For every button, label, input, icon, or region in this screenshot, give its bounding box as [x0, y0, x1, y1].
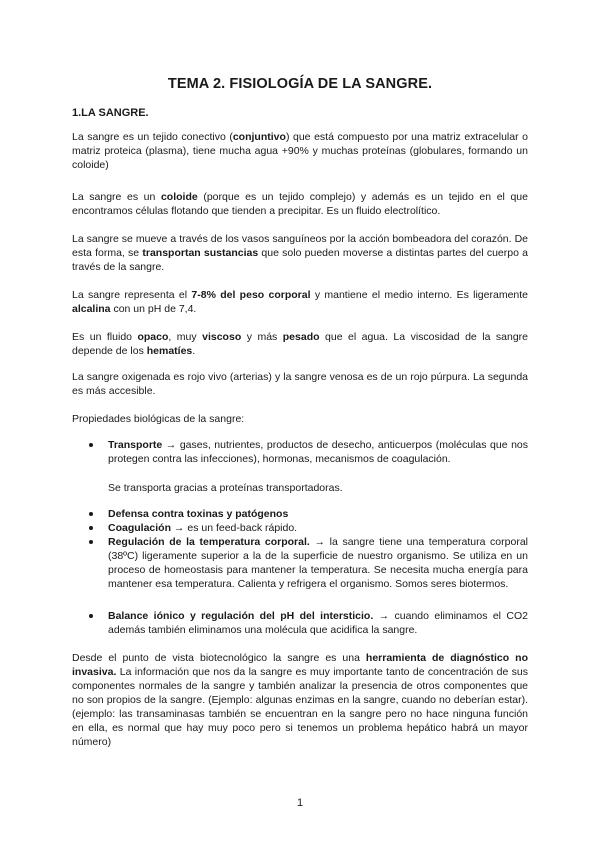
page-title: TEMA 2. FISIOLOGÍA DE LA SANGRE.: [167, 76, 433, 92]
document-page: TEMA 2. FISIOLOGÍA DE LA SANGRE. 1.LA SANGRE. La sangre es un tejido conectivo (conjuntivo) que está compuesto por una matriz extracelular o matriz proteica (plasma), tiene mucha agua +90% y muchas proteínas (globulares, formando un coloide) La sangre es un coloide (porque es un tejido complejo) y además es un tejido en el que encontramos células flotando que tienden a precipitar. Es un fluido electrolítico. La sangre se mueve a través de los vasos sanguíneos por la acción bombeadora del corazón. De esta forma, se transportan sustancias que solo pueden moverse a distintas partes del cuerpo a través de la sangre. La sangre representa el 7-8% del peso corporal y mantiene el medio interno. Es ligeramente alcalina con un pH de 7,4. Es un fluido opaco, muy viscoso y más pesado que el agua. La viscosidad de la sangre depende de los hematíes. La sangre oxigenada es rojo vivo (arterias) y la sangre venosa es de un rojo púrpura. La segunda es más accesible. Propiedades biológicas de la sangre: Transporte → gases, nutrientes, productos de desecho, anticuerpos (moléculas que nos protegen contra las infecciones), hormonas, mecanismos de coagulación. Se transporta gracias a proteínas transportadoras. Defensa contra toxinas y patógenos Coagulación → es un feed-back rápido. Regulación de la temperatura corporal. → la sangre tiene una temperatura corporal (38ºC) ligeramente superior a la de la superficie de nuestro organismo. Se utiliza en un proceso de homeostasis para mantener la temperatura. Se necesita mucha energía para mantener esa temperatura. Calienta y refrigera el organismo. Somos seres biotermos. Balance iónico y regulación del pH del intersticio. → cuando eliminamos el CO2 además también eliminamos una molécula que acidifica la sangre. Desde el punto de vista biotecnológico la sangre es una herramienta de diagnóstico no invasiva. La información que nos da la sangre es muy importante tanto de concentración de sus componentes normales de la sangre y también analizar la presencia de otros componentes que no son propios de la sangre. (Ejemplo: algunas enzimas en la sangre, cuando no deberían estar). (ejemplo: las transaminasas también se encuentran en la sangre pero no hace ninguna función en ella, es normal que hay muy poco pero si tenemos un problema hepático habrá un mayor número) 1: [72, 76, 529, 809]
paragraph-6: La sangre oxigenada es rojo vivo (arterias) y la sangre venosa es de un rojo púrpura. La segunda es más accesible.: [72, 371, 528, 397]
paragraph-7: Propiedades biológicas de la sangre:: [72, 413, 245, 425]
paragraph-4: La sangre representa el 7-8% del peso corporal y mantiene el medio interno. Es ligeramente alcalina con un pH de 7,4.: [72, 289, 529, 315]
section-heading: 1.LA SANGRE.: [72, 107, 149, 119]
paragraph-8: Desde el punto de vista biotecnológico la sangre es una herramienta de diagnóstico no invasiva. La información que nos da la sangre es muy importante tanto de concentración de sus componentes normales de la sangre y también analizar la presencia de otros componentes que no son propios de la sangre. (Ejemplo: algunas enzimas en la sangre, cuando no deberían estar). (ejemplo: las transaminasas también se encuentran en la sangre pero no hace ninguna función en ella, es normal que hay muy poco pero si tenemos un problema hepático habrá un mayor número): [72, 652, 528, 748]
paragraph-3: La sangre se mueve a través de los vasos sanguíneos por la acción bombeadora del corazón. De esta forma, se transportan sustancias que solo pueden moverse a distintas partes del cuerpo a través de la sangre.: [72, 233, 528, 273]
list-item-note: Se transporta gracias a proteínas transportadoras.: [108, 482, 343, 494]
paragraph-5: Es un fluido opaco, muy viscoso y más pesado que el agua. La viscosidad de la sangre depende de los hematíes.: [72, 331, 528, 357]
bullet-icon: [89, 526, 93, 530]
paragraph-2: La sangre es un coloide (porque es un tejido complejo) y además es un tejido en el que encontramos células flotando que tienden a precipitar. Es un fluido electrolítico.: [72, 191, 528, 217]
page-number: 1: [296, 797, 304, 809]
bullet-icon: [89, 614, 93, 618]
bullet-icon: [89, 443, 93, 447]
paragraph-1: La sangre es un tejido conectivo (conjuntivo) que está compuesto por una matriz extracelular o matriz proteica (plasma), tiene mucha agua +90% y muchas proteínas (globulares, formando un coloide): [72, 131, 528, 171]
bullet-icon: [89, 540, 93, 544]
bullet-icon: [89, 512, 93, 516]
